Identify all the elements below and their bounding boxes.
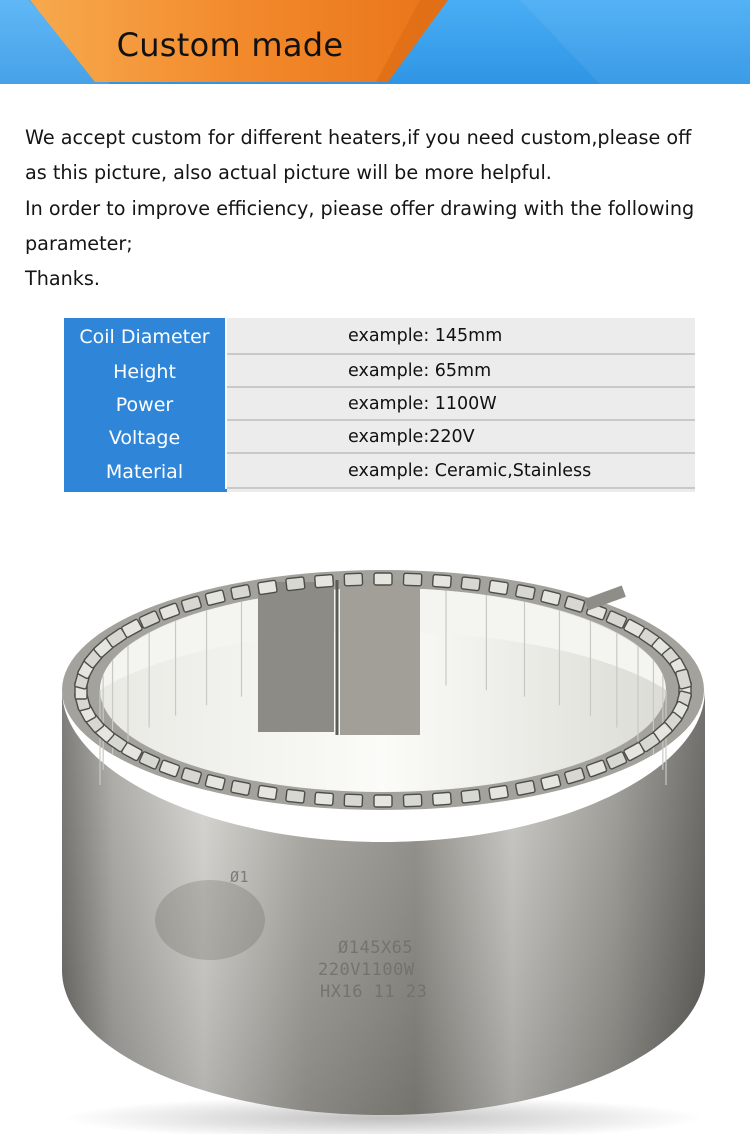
rim-slot [344, 794, 362, 807]
spec-row-coil-diameter [64, 318, 695, 355]
spec-row-material [64, 454, 695, 489]
spec-value: example: 65mm [227, 355, 695, 388]
spec-row-voltage [64, 421, 695, 454]
rim-slot [315, 792, 334, 805]
clamp-plate-left [258, 582, 334, 732]
engraving-size: Ø145X65 [338, 938, 414, 958]
rim-slot [286, 577, 305, 591]
spec-label: Coil Diameter [64, 318, 227, 355]
spec-row-height [64, 355, 695, 388]
rim-slot [489, 785, 509, 800]
rim-slot [286, 789, 305, 803]
rim-slot [403, 794, 421, 807]
intro-line-1: We accept custom for different heaters,if you need custom,please off [25, 126, 692, 149]
rim-slot [374, 795, 392, 807]
spec-label: Material [64, 454, 227, 489]
rim-slot [258, 785, 278, 800]
custom-made-banner [0, 0, 750, 84]
spec-label: Power [64, 388, 227, 421]
rim-slot [315, 574, 334, 587]
band-heater-photo [0, 540, 750, 1134]
banner-title: Custom made [116, 26, 344, 64]
engraving-rating: 220V1100W [318, 960, 415, 980]
intro-line-4: parameter; [25, 231, 133, 255]
spec-row-power [64, 388, 695, 421]
rim-slot [231, 780, 251, 795]
spec-label: Height [64, 355, 227, 388]
rim-slot [515, 780, 535, 795]
spec-value: example: 145mm [227, 318, 695, 355]
rim-slot [433, 574, 452, 587]
rim-slot [403, 573, 421, 586]
engraving-mark: Ø1 [230, 868, 250, 886]
spec-label: Voltage [64, 421, 227, 454]
rim-slot [231, 584, 251, 599]
rim-slot [433, 792, 452, 805]
spec-table-tail [64, 489, 695, 492]
spec-value: example:220V [227, 421, 695, 454]
engraving-code: HX16 11 23 [320, 982, 428, 1002]
spec-table [64, 318, 695, 492]
rim-slot [344, 573, 362, 586]
intro-line-2: as this picture, also actual picture will be more helpful. [25, 161, 552, 185]
intro-line-3: In order to improve efficiency, piease offer drawing with the following [25, 196, 695, 220]
rim-slot [461, 577, 480, 591]
clamp-plate-right [340, 580, 420, 735]
rim-slot [461, 789, 480, 803]
intro-text [25, 120, 743, 296]
rim-slot [258, 580, 278, 595]
spec-value: example: Ceramic,Stainless [227, 454, 695, 489]
intro-line-5: Thanks. [25, 267, 101, 291]
band-heater-image [0, 540, 750, 1134]
rim-slot [374, 573, 392, 585]
rim-slot [515, 584, 535, 599]
rim-slot [489, 580, 509, 595]
spec-value: example: 1100W [227, 388, 695, 421]
